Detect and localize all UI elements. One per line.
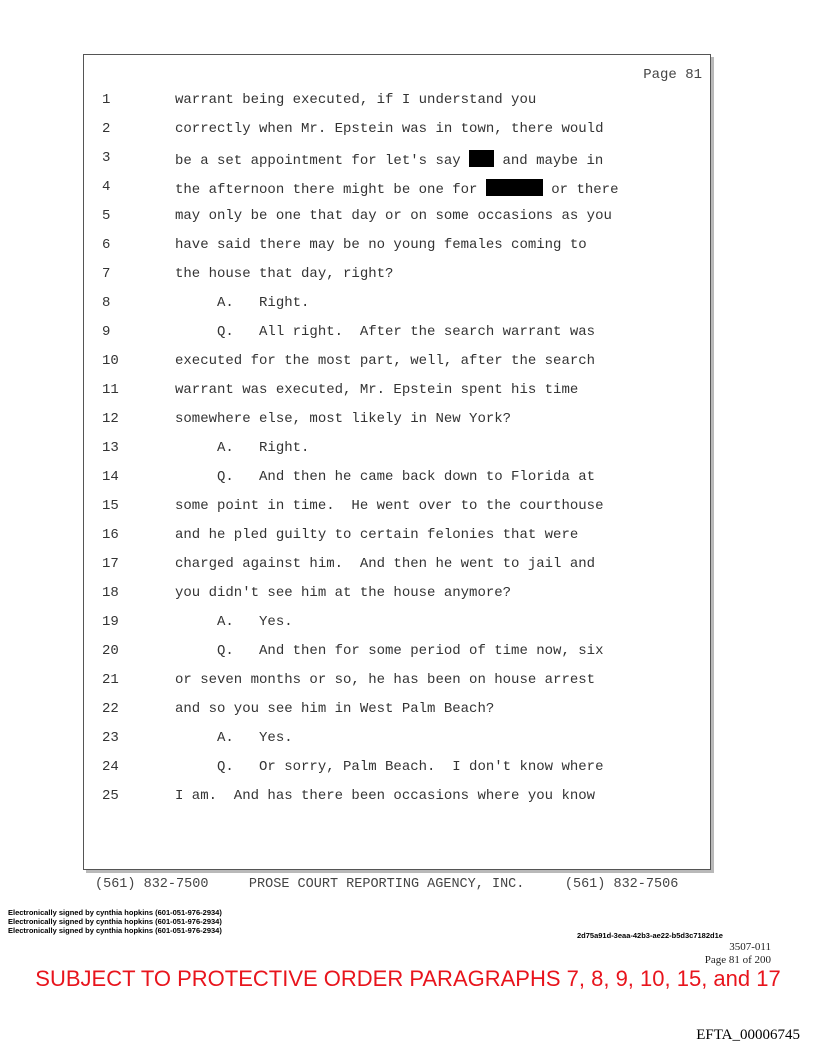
line-number: 3 xyxy=(102,150,111,166)
line-number: 14 xyxy=(102,469,119,485)
line-text: be a set appointment for let's say and maybe in xyxy=(175,150,603,169)
transcript-page xyxy=(83,54,711,870)
line-text: Q. And then for some period of time now, six xyxy=(175,643,604,659)
redaction-box xyxy=(486,179,543,196)
line-number: 15 xyxy=(102,498,119,514)
line-number: 24 xyxy=(102,759,119,775)
line-number: 22 xyxy=(102,701,119,717)
line-number: 9 xyxy=(102,324,111,340)
line-text: and he pled guilty to certain felonies that were xyxy=(175,527,579,543)
line-text: and so you see him in West Palm Beach? xyxy=(175,701,495,717)
line-text: A. Right. xyxy=(175,295,310,311)
document-number: 3507-011 xyxy=(729,941,771,953)
line-text: you didn't see him at the house anymore? xyxy=(175,585,512,601)
line-number: 5 xyxy=(102,208,111,224)
line-number: 12 xyxy=(102,411,119,427)
line-number: 4 xyxy=(102,179,111,195)
reporting-agency-footer: (561) 832-7500 PROSE COURT REPORTING AGENCY, INC. (561) 832-7506 xyxy=(95,877,679,892)
line-number: 20 xyxy=(102,643,119,659)
line-number: 18 xyxy=(102,585,119,601)
electronic-signature: Electronically signed by cynthia hopkins (601-051-976-2934) xyxy=(8,917,222,926)
line-text: the house that day, right? xyxy=(175,266,394,282)
line-text: Q. And then he came back down to Florida at xyxy=(175,469,596,485)
line-number: 2 xyxy=(102,121,111,137)
line-text: executed for the most part, well, after the search xyxy=(175,353,596,369)
line-number: 8 xyxy=(102,295,111,311)
line-number: 16 xyxy=(102,527,119,543)
line-number: 17 xyxy=(102,556,119,572)
document-hash: 2d75a91d-3eaa-42b3-ae22-b5d3c7182d1e xyxy=(577,931,723,940)
line-text: warrant being executed, if I understand you xyxy=(175,92,537,108)
line-text: some point in time. He went over to the courthouse xyxy=(175,498,604,514)
line-number: 7 xyxy=(102,266,111,282)
page-label: Page 81 xyxy=(643,67,702,83)
line-text: the afternoon there might be one for or there xyxy=(175,179,618,198)
line-text: A. Yes. xyxy=(175,730,293,746)
line-text: Q. Or sorry, Palm Beach. I don't know where xyxy=(175,759,604,775)
page-of-total: Page 81 of 200 xyxy=(704,954,771,966)
protective-order-notice: SUBJECT TO PROTECTIVE ORDER PARAGRAPHS 7, 8, 9, 10, 15, and 17 xyxy=(35,966,781,991)
line-number: 19 xyxy=(102,614,119,630)
line-number: 25 xyxy=(102,788,119,804)
line-text: have said there may be no young females coming to xyxy=(175,237,587,253)
line-number: 6 xyxy=(102,237,111,253)
electronic-signature: Electronically signed by cynthia hopkins (601-051-976-2934) xyxy=(8,926,222,935)
line-text: A. Right. xyxy=(175,440,310,456)
line-number: 10 xyxy=(102,353,119,369)
line-text: Q. All right. After the search warrant was xyxy=(175,324,596,340)
line-text: A. Yes. xyxy=(175,614,293,630)
line-text: may only be one that day or on some occasions as you xyxy=(175,208,612,224)
electronic-signature: Electronically signed by cynthia hopkins (601-051-976-2934) xyxy=(8,908,222,917)
line-text: warrant was executed, Mr. Epstein spent his time xyxy=(175,382,579,398)
line-number: 11 xyxy=(102,382,119,398)
line-number: 13 xyxy=(102,440,119,456)
bates-number: EFTA_00006745 xyxy=(696,1027,800,1043)
line-number: 21 xyxy=(102,672,119,688)
line-number: 1 xyxy=(102,92,111,108)
line-text: I am. And has there been occasions where you know xyxy=(175,788,596,804)
line-text: somewhere else, most likely in New York? xyxy=(175,411,512,427)
line-number: 23 xyxy=(102,730,119,746)
line-text: correctly when Mr. Epstein was in town, there would xyxy=(175,121,604,137)
line-text: charged against him. And then he went to jail and xyxy=(175,556,596,572)
line-text: or seven months or so, he has been on house arrest xyxy=(175,672,596,688)
redaction-box xyxy=(469,150,494,167)
